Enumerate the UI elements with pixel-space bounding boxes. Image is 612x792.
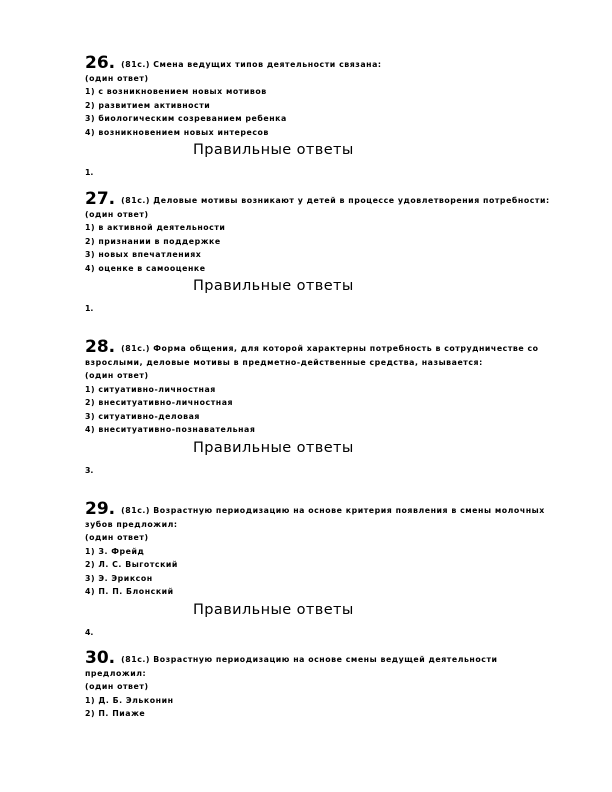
option-2: 2) внеситуативно-личностная	[85, 398, 234, 407]
question-text: Смена ведущих типов деятельности связана:	[153, 60, 382, 69]
option-3: 3) Э. Эриксон	[85, 573, 153, 583]
answer-mode: (один ответ)	[85, 533, 149, 542]
question-text: Возрастную периодизацию на основе критерия появления в смены молочных зубов предложил:	[85, 506, 545, 529]
question-number: 26.	[85, 53, 116, 73]
question-text: Форма общения, для которой характерны потребность в сотрудничестве со взрослыми, деловые мотивы в предметно-действенные средства, называется:	[85, 344, 539, 367]
question-points: (81с.)	[121, 344, 150, 353]
answer-mode: (один ответ)	[85, 682, 149, 691]
option-1: 1) З. Фрейд	[85, 546, 145, 556]
option-1: 1) ситуативно-личностная	[85, 384, 216, 394]
option-2: 2) Л. С. Выготский	[85, 560, 178, 569]
question-26	[85, 53, 555, 179]
question-number: 27.	[85, 189, 116, 209]
question-points: (81с.)	[121, 655, 150, 664]
question-header	[85, 337, 555, 369]
option-3: 3) биологическим созреванием ребенка	[85, 114, 287, 123]
question-number: 28.	[85, 337, 116, 357]
answers-heading: Правильные ответы	[193, 601, 354, 618]
option-2: 2) развитием активности	[85, 100, 211, 110]
option-4: 4) внеситуативно-познавательная	[85, 425, 256, 434]
option-2: 2) П. Пиаже	[85, 709, 146, 718]
answer-mode: (один ответ)	[85, 371, 149, 380]
correct-answer: 1.	[85, 168, 94, 177]
question-points: (81с.)	[121, 60, 150, 69]
option-2: 2) признании в поддержке	[85, 236, 221, 246]
question-number: 29.	[85, 499, 116, 519]
question-header	[85, 189, 555, 209]
option-3: 3) ситуативно-деловая	[85, 411, 200, 421]
question-28	[85, 337, 555, 477]
question-header	[85, 53, 555, 73]
question-text: Возрастную периодизацию на основе смены ведущей деятельности предложил:	[85, 655, 498, 678]
question-text: Деловые мотивы возникают у детей в процессе удовлетворения потребности:	[153, 196, 550, 205]
question-header	[85, 648, 555, 680]
answers-heading: Правильные ответы	[193, 142, 354, 158]
correct-answer: 3.	[85, 465, 94, 475]
answers-heading: Правильные ответы	[193, 278, 354, 294]
option-4: 4) П. П. Блонский	[85, 587, 174, 596]
question-29	[85, 499, 555, 639]
option-4: 4) возникновением новых интересов	[85, 127, 269, 137]
answers-heading: Правильные ответы	[193, 439, 354, 456]
answer-mode: (один ответ)	[85, 73, 149, 83]
question-30	[85, 648, 555, 721]
question-number: 30.	[85, 648, 116, 668]
correct-answer: 4.	[85, 627, 94, 637]
option-1: 1) в активной деятельности	[85, 223, 226, 232]
option-1: 1) Д. Б. Эльконин	[85, 695, 174, 705]
question-27	[85, 189, 555, 315]
question-points: (81с.)	[121, 196, 150, 205]
answer-mode: (один ответ)	[85, 209, 149, 219]
correct-answer: 1.	[85, 304, 94, 313]
option-4: 4) оценке в самооценке	[85, 263, 206, 273]
option-1: 1) с возникновением новых мотивов	[85, 87, 267, 96]
question-header	[85, 499, 555, 531]
option-3: 3) новых впечатлениях	[85, 250, 202, 259]
question-points: (81с.)	[121, 506, 150, 515]
